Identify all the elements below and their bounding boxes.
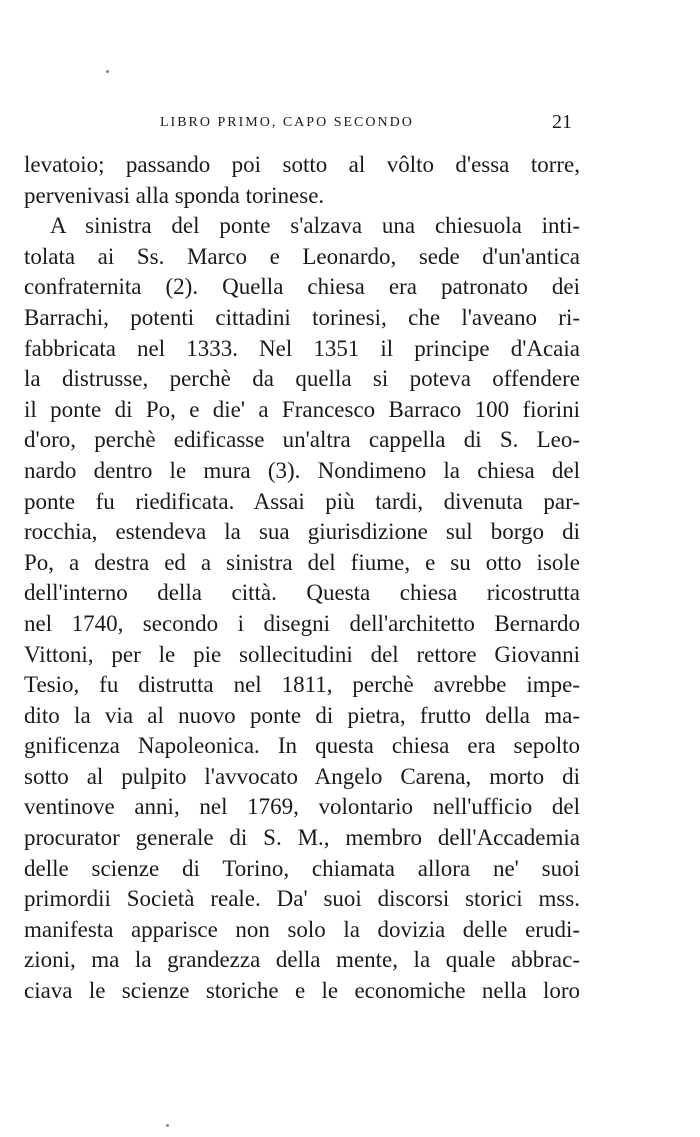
text-line: levatoio; passando poi sotto al vôlto d'essa torre, bbox=[24, 152, 580, 177]
text-line: Vittoni, per le pie sollecitudini del rettore Giovanni bbox=[24, 641, 580, 667]
text-line: confraternita (2). Quella chiesa era patronato dei bbox=[24, 274, 580, 300]
paper-speck bbox=[106, 70, 109, 73]
text-line: d'oro, perchè edificasse un'altra cappella di S. Leo- bbox=[24, 427, 580, 453]
text-line: sotto al pulpito l'avvocato Angelo Carena, morto di bbox=[24, 763, 580, 789]
text-line: fabbricata nel 1333. Nel 1351 il principe d'Acaia bbox=[24, 335, 580, 361]
text-line: tolata ai Ss. Marco e Leonardo, sede d'un'antica bbox=[24, 243, 580, 269]
page-header bbox=[0, 113, 700, 139]
text-line: la distrusse, perchè da quella si poteva offendere bbox=[24, 366, 580, 392]
text-line: gnificenza Napoleonica. In questa chiesa era sepolto bbox=[24, 733, 580, 759]
text-line: pervenivasi alla sponda torinese. bbox=[24, 182, 325, 208]
text-line: dell'interno della città. Questa chiesa ricostrutta bbox=[24, 580, 580, 606]
text-line: ciava le scienze storiche e le economiche nella loro bbox=[24, 978, 580, 1004]
body-text bbox=[24, 150, 580, 1007]
text-line: Barrachi, potenti cittadini torinesi, che l'aveano ri- bbox=[24, 304, 580, 330]
text-line: il ponte di Po, e die' a Francesco Barraco 100 fiorini bbox=[24, 396, 580, 422]
text-line: nel 1740, secondo i disegni dell'architetto Bernardo bbox=[24, 610, 580, 636]
text-line: rocchia, estendeva la sua giurisdizione sul borgo di bbox=[24, 519, 580, 545]
text-line: Tesio, fu distrutta nel 1811, perchè avrebbe impe- bbox=[24, 672, 580, 698]
text-line: primordii Società reale. Da' suoi discorsi storici mss. bbox=[24, 886, 580, 912]
running-head: LIBRO PRIMO, CAPO SECONDO bbox=[160, 115, 414, 130]
text-line: ventinove anni, nel 1769, volontario nell'ufficio del bbox=[24, 794, 580, 820]
text-line: A sinistra del ponte s'alzava una chiesuola inti- bbox=[50, 213, 580, 239]
text-line: delle scienze di Torino, chiamata allora ne' suoi bbox=[24, 855, 580, 881]
text-line: procurator generale di S. M., membro dell'Accademia bbox=[24, 825, 580, 851]
text-line: dito la via al nuovo ponte di pietra, frutto della ma- bbox=[24, 702, 580, 728]
paper-speck bbox=[166, 1124, 169, 1127]
text-line: nardo dentro le mura (3). Nondimeno la chiesa del bbox=[24, 457, 580, 483]
text-line: Po, a destra ed a sinistra del fiume, e su otto isole bbox=[24, 549, 580, 575]
page-number: 21 bbox=[552, 111, 572, 133]
text-line: ponte fu riedificata. Assai più tardi, divenuta par- bbox=[24, 488, 580, 514]
text-line: manifesta apparisce non solo la dovizia delle erudi- bbox=[24, 916, 580, 942]
text-line: zioni, ma la grandezza della mente, la quale abbrac- bbox=[24, 947, 580, 973]
